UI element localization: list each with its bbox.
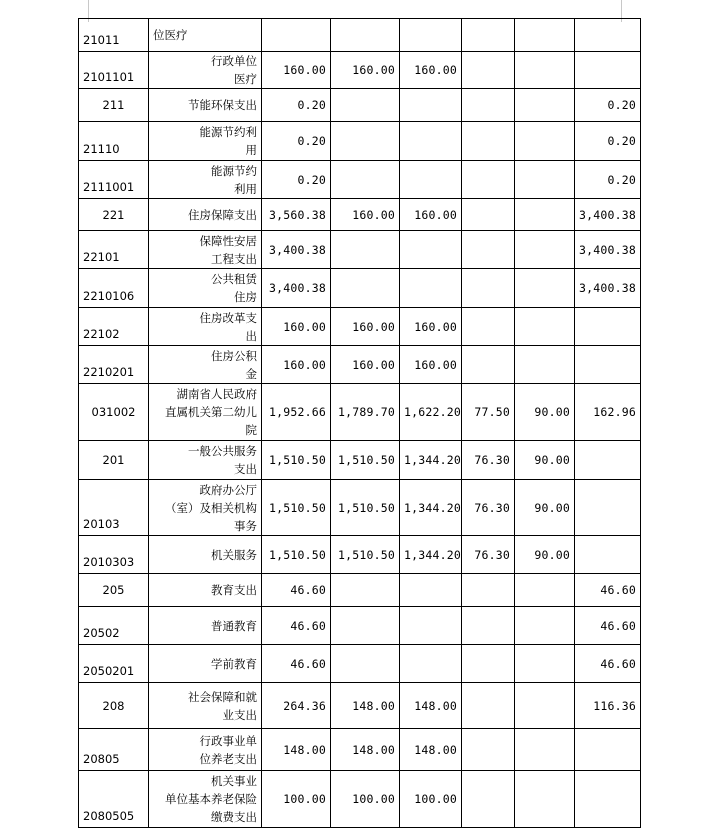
- total-amount-cell: 1,510.50: [262, 536, 331, 574]
- total-amount-cell: 160.00: [262, 308, 331, 346]
- subject-name-cell: [149, 771, 262, 828]
- subject-name-text: 节能环保支出: [188, 98, 257, 112]
- project-expenditure-cell: [515, 199, 575, 231]
- basic-expenditure-cell: [400, 161, 462, 199]
- table-row: [79, 231, 641, 269]
- table-row: [79, 771, 641, 828]
- total-amount-cell: 3,400.38: [262, 231, 331, 269]
- total-amount-cell: 1,510.50: [262, 480, 331, 536]
- subject-name-cell: [149, 683, 262, 729]
- subject-name-cell: [149, 384, 262, 441]
- general-budget-cell: [331, 574, 400, 607]
- goods-services-cell: [462, 199, 515, 231]
- total-amount-cell: 3,400.38: [262, 269, 331, 308]
- project-expenditure-cell: [515, 574, 575, 607]
- subject-code-cell: 2010303: [79, 536, 149, 574]
- other-funds-cell: 46.60: [575, 607, 641, 645]
- subject-code-cell: 20805: [79, 729, 149, 771]
- project-expenditure-cell: 90.00: [515, 384, 575, 441]
- subject-name-cell: [149, 607, 262, 645]
- general-budget-cell: [331, 607, 400, 645]
- total-amount-cell: 0.20: [262, 122, 331, 161]
- basic-expenditure-cell: 1,344.20: [400, 480, 462, 536]
- subject-name-text: 位医疗: [153, 28, 188, 42]
- table-row: [79, 645, 641, 683]
- subject-name-text: 社会保障和就 业支出: [188, 689, 257, 722]
- subject-code-cell: 20103: [79, 480, 149, 536]
- subject-name-cell: [149, 19, 262, 52]
- other-funds-cell: 3,400.38: [575, 199, 641, 231]
- basic-expenditure-cell: 1,344.20: [400, 441, 462, 480]
- goods-services-cell: 76.30: [462, 536, 515, 574]
- subject-code-cell: 2210106: [79, 269, 149, 308]
- subject-name-text: 教育支出: [211, 583, 257, 597]
- subject-code-cell: 2101101: [79, 52, 149, 89]
- total-amount-cell: 160.00: [262, 52, 331, 89]
- total-amount-cell: 0.20: [262, 89, 331, 122]
- table-row: [79, 607, 641, 645]
- project-expenditure-cell: [515, 89, 575, 122]
- general-budget-cell: 148.00: [331, 729, 400, 771]
- subject-name-text: 住房改革支 出: [199, 310, 257, 343]
- goods-services-cell: 76.30: [462, 480, 515, 536]
- project-expenditure-cell: [515, 269, 575, 308]
- goods-services-cell: [462, 729, 515, 771]
- basic-expenditure-cell: 100.00: [400, 771, 462, 828]
- project-expenditure-cell: [515, 19, 575, 52]
- other-funds-cell: [575, 480, 641, 536]
- total-amount-cell: 3,560.38: [262, 199, 331, 231]
- subject-code-cell: 2210201: [79, 346, 149, 384]
- table-row: [79, 346, 641, 384]
- subject-name-cell: [149, 122, 262, 161]
- table-row: [79, 480, 641, 536]
- other-funds-cell: [575, 52, 641, 89]
- subject-code-cell: 205: [79, 574, 149, 607]
- subject-name-cell: [149, 269, 262, 308]
- basic-expenditure-cell: 1,344.20: [400, 536, 462, 574]
- project-expenditure-cell: [515, 161, 575, 199]
- table-row: [79, 199, 641, 231]
- basic-expenditure-cell: [400, 122, 462, 161]
- goods-services-cell: [462, 346, 515, 384]
- general-budget-cell: 160.00: [331, 308, 400, 346]
- subject-name-text: 住房公积 金: [211, 348, 257, 381]
- subject-name-cell: [149, 308, 262, 346]
- general-budget-cell: 100.00: [331, 771, 400, 828]
- other-funds-cell: [575, 441, 641, 480]
- basic-expenditure-cell: [400, 607, 462, 645]
- project-expenditure-cell: [515, 771, 575, 828]
- general-budget-cell: 160.00: [331, 346, 400, 384]
- subject-name-cell: [149, 441, 262, 480]
- subject-code-cell: 2111001: [79, 161, 149, 199]
- general-budget-cell: [331, 122, 400, 161]
- basic-expenditure-cell: 148.00: [400, 729, 462, 771]
- subject-name-text: 机关事业 单位基本养老保险 缴费支出: [165, 774, 257, 824]
- general-budget-cell: 160.00: [331, 52, 400, 89]
- subject-name-cell: [149, 574, 262, 607]
- total-amount-cell: 100.00: [262, 771, 331, 828]
- subject-code-cell: 2080505: [79, 771, 149, 828]
- subject-name-cell: [149, 89, 262, 122]
- subject-code-cell: 031002: [79, 384, 149, 441]
- project-expenditure-cell: [515, 231, 575, 269]
- subject-name-text: 政府办公厅 （室）及相关机构 事务: [165, 482, 257, 533]
- project-expenditure-cell: [515, 607, 575, 645]
- table-row: [79, 729, 641, 771]
- subject-name-text: 能源节约利 用: [199, 125, 257, 157]
- subject-name-text: 普通教育: [211, 618, 257, 633]
- total-amount-cell: 1,510.50: [262, 441, 331, 480]
- basic-expenditure-cell: 160.00: [400, 308, 462, 346]
- other-funds-cell: 46.60: [575, 645, 641, 683]
- goods-services-cell: [462, 607, 515, 645]
- total-amount-cell: 1,952.66: [262, 384, 331, 441]
- subject-name-cell: [149, 536, 262, 574]
- total-amount-cell: 46.60: [262, 645, 331, 683]
- subject-name-text: 住房保障支出: [188, 207, 257, 222]
- other-funds-cell: 116.36: [575, 683, 641, 729]
- subject-name-cell: [149, 231, 262, 269]
- basic-expenditure-cell: [400, 19, 462, 52]
- total-amount-cell: 0.20: [262, 161, 331, 199]
- subject-name-cell: [149, 52, 262, 89]
- goods-services-cell: [462, 683, 515, 729]
- basic-expenditure-cell: 148.00: [400, 683, 462, 729]
- general-budget-cell: [331, 89, 400, 122]
- table-row: [79, 536, 641, 574]
- subject-name-cell: [149, 729, 262, 771]
- table-row: [79, 122, 641, 161]
- table-row: [79, 52, 641, 89]
- basic-expenditure-cell: 1,622.20: [400, 384, 462, 441]
- subject-code-cell: 22102: [79, 308, 149, 346]
- table-row: [79, 269, 641, 308]
- project-expenditure-cell: [515, 729, 575, 771]
- total-amount-cell: 148.00: [262, 729, 331, 771]
- total-amount-cell: [262, 19, 331, 52]
- subject-name-text: 一般公共服务 支出: [188, 444, 257, 476]
- table-row: [79, 441, 641, 480]
- basic-expenditure-cell: 160.00: [400, 52, 462, 89]
- budget-expenditure-table: [78, 18, 641, 828]
- subject-name-text: 机关服务: [211, 547, 257, 562]
- goods-services-cell: [462, 89, 515, 122]
- project-expenditure-cell: 90.00: [515, 480, 575, 536]
- other-funds-cell: 3,400.38: [575, 231, 641, 269]
- subject-code-cell: 2050201: [79, 645, 149, 683]
- general-budget-cell: 1,789.70: [331, 384, 400, 441]
- other-funds-cell: 0.20: [575, 89, 641, 122]
- goods-services-cell: 77.50: [462, 384, 515, 441]
- general-budget-cell: 160.00: [331, 199, 400, 231]
- basic-expenditure-cell: [400, 269, 462, 308]
- subject-code-cell: 201: [79, 441, 149, 480]
- project-expenditure-cell: [515, 52, 575, 89]
- general-budget-cell: [331, 231, 400, 269]
- project-expenditure-cell: [515, 308, 575, 346]
- goods-services-cell: [462, 645, 515, 683]
- subject-code-cell: 22101: [79, 231, 149, 269]
- subject-name-cell: [149, 645, 262, 683]
- goods-services-cell: [462, 52, 515, 89]
- total-amount-cell: 46.60: [262, 574, 331, 607]
- goods-services-cell: [462, 308, 515, 346]
- subject-name-text: 湖南省人民政府 直属机关第二幼儿 院: [165, 387, 257, 437]
- goods-services-cell: [462, 231, 515, 269]
- table-row: [79, 308, 641, 346]
- general-budget-cell: 148.00: [331, 683, 400, 729]
- subject-code-cell: 208: [79, 683, 149, 729]
- project-expenditure-cell: [515, 346, 575, 384]
- basic-expenditure-cell: [400, 574, 462, 607]
- general-budget-cell: 1,510.50: [331, 480, 400, 536]
- goods-services-cell: [462, 269, 515, 308]
- goods-services-cell: 76.30: [462, 441, 515, 480]
- subject-name-text: 行政单位 医疗: [211, 54, 257, 86]
- total-amount-cell: 46.60: [262, 607, 331, 645]
- basic-expenditure-cell: 160.00: [400, 346, 462, 384]
- subject-name-cell: [149, 346, 262, 384]
- table-body: [79, 19, 641, 828]
- subject-code-cell: 221: [79, 199, 149, 231]
- general-budget-cell: [331, 645, 400, 683]
- project-expenditure-cell: [515, 645, 575, 683]
- subject-name-text: 行政事业单 位养老支出: [199, 733, 257, 766]
- goods-services-cell: [462, 161, 515, 199]
- general-budget-cell: [331, 269, 400, 308]
- other-funds-cell: [575, 729, 641, 771]
- general-budget-cell: [331, 19, 400, 52]
- other-funds-cell: 0.20: [575, 161, 641, 199]
- total-amount-cell: 160.00: [262, 346, 331, 384]
- table-row: [79, 19, 641, 52]
- other-funds-cell: 0.20: [575, 122, 641, 161]
- project-expenditure-cell: [515, 122, 575, 161]
- project-expenditure-cell: 90.00: [515, 536, 575, 574]
- subject-name-text: 学前教育: [211, 656, 257, 671]
- basic-expenditure-cell: [400, 645, 462, 683]
- subject-name-text: 保障性安居 工程支出: [199, 233, 257, 266]
- other-funds-cell: 162.96: [575, 384, 641, 441]
- goods-services-cell: [462, 122, 515, 161]
- general-budget-cell: [331, 161, 400, 199]
- table-row: [79, 384, 641, 441]
- other-funds-cell: [575, 346, 641, 384]
- subject-name-cell: [149, 199, 262, 231]
- subject-code-cell: 21110: [79, 122, 149, 161]
- other-funds-cell: 3,400.38: [575, 269, 641, 308]
- goods-services-cell: [462, 771, 515, 828]
- basic-expenditure-cell: [400, 89, 462, 122]
- goods-services-cell: [462, 574, 515, 607]
- table-row: [79, 161, 641, 199]
- project-expenditure-cell: [515, 683, 575, 729]
- subject-name-cell: [149, 161, 262, 199]
- other-funds-cell: [575, 536, 641, 574]
- table-row: [79, 683, 641, 729]
- subject-code-cell: 20502: [79, 607, 149, 645]
- other-funds-cell: [575, 771, 641, 828]
- subject-code-cell: 21011: [79, 19, 149, 52]
- total-amount-cell: 264.36: [262, 683, 331, 729]
- subject-name-cell: [149, 480, 262, 536]
- goods-services-cell: [462, 19, 515, 52]
- basic-expenditure-cell: [400, 231, 462, 269]
- general-budget-cell: 1,510.50: [331, 536, 400, 574]
- subject-name-text: 能源节约 利用: [211, 163, 257, 196]
- subject-code-cell: 211: [79, 89, 149, 122]
- general-budget-cell: 1,510.50: [331, 441, 400, 480]
- other-funds-cell: [575, 308, 641, 346]
- subject-name-text: 公共租赁 住房: [211, 272, 257, 304]
- table-row: [79, 574, 641, 607]
- other-funds-cell: 46.60: [575, 574, 641, 607]
- basic-expenditure-cell: 160.00: [400, 199, 462, 231]
- table-row: [79, 89, 641, 122]
- project-expenditure-cell: 90.00: [515, 441, 575, 480]
- other-funds-cell: [575, 19, 641, 52]
